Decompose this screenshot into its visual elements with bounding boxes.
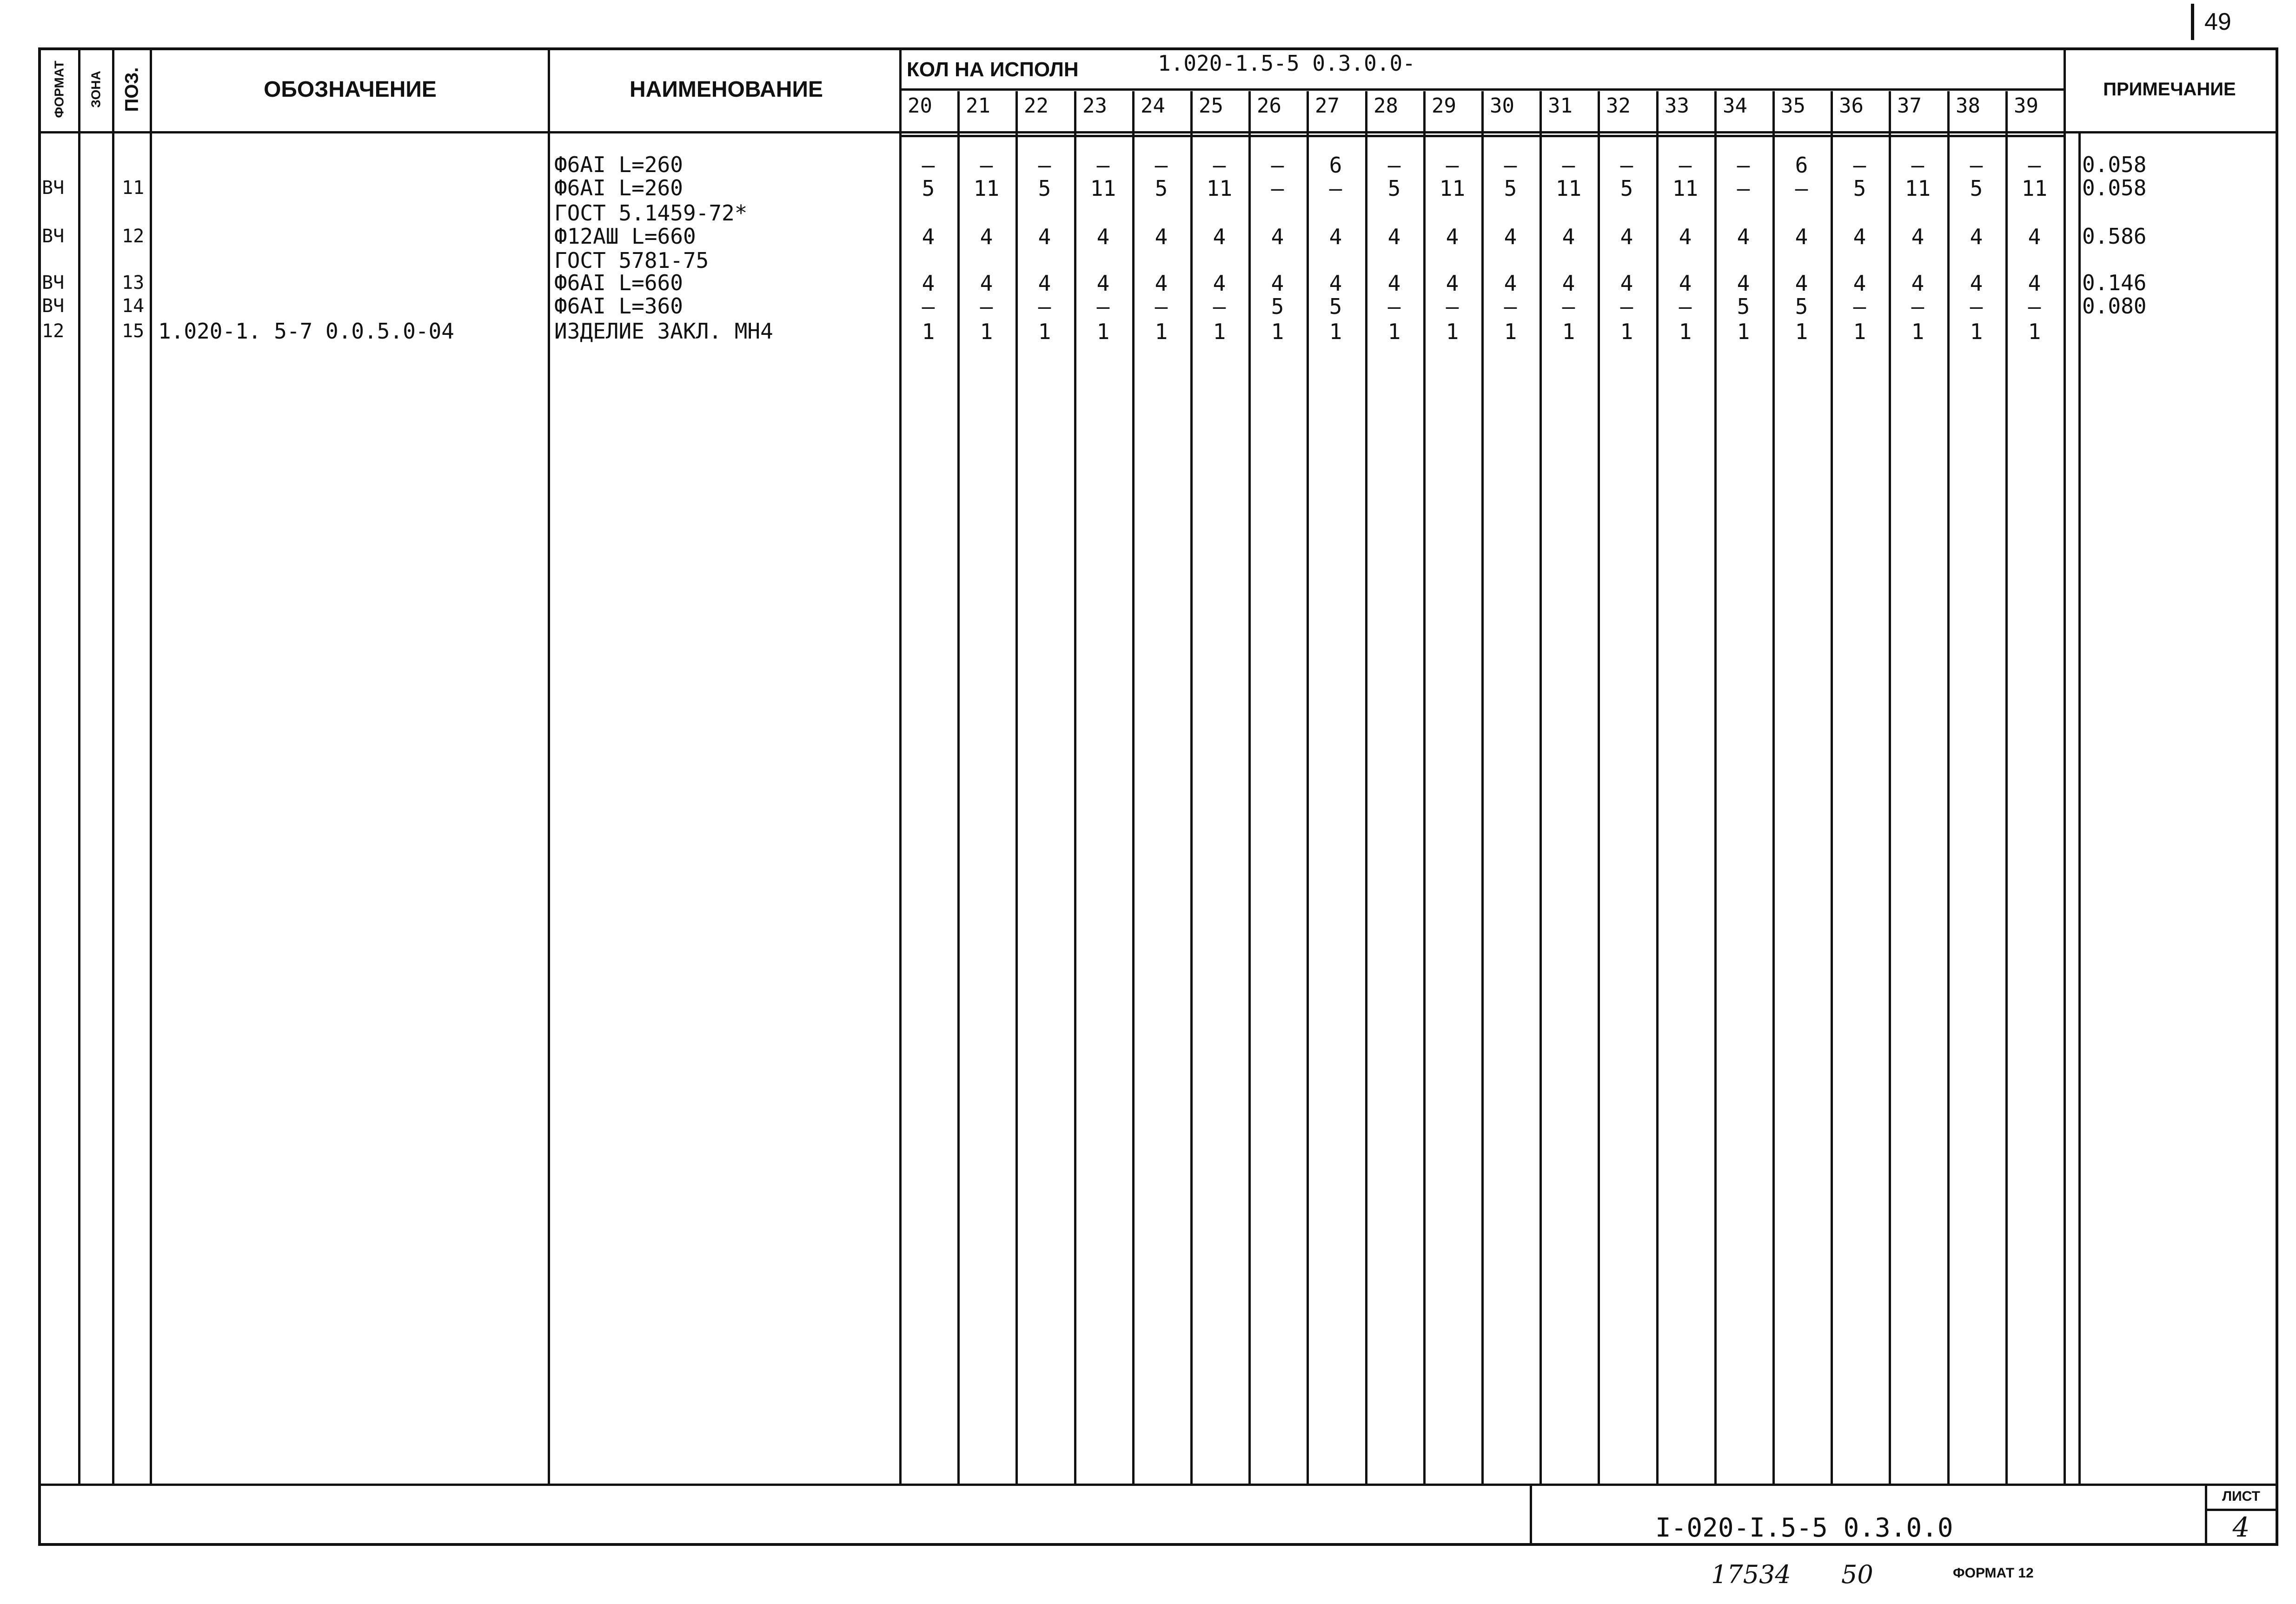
title-block-line	[38, 1484, 2278, 1486]
qty-cell: 4	[1038, 271, 1051, 296]
qty-cell: 4	[1679, 224, 1692, 249]
format-label: ФОРМАТ 12	[1953, 1565, 2034, 1581]
row-pos: 12	[122, 226, 145, 247]
variant-header-26: 26	[1257, 94, 1281, 118]
qty-cell: –	[1096, 294, 1110, 319]
qty-cell: 1	[1679, 319, 1692, 344]
qty-cell: –	[1911, 153, 1924, 178]
row-pos: 13	[122, 272, 145, 293]
qty-cell: 5	[1329, 294, 1342, 319]
qty-cell: 4	[1970, 224, 1983, 249]
qty-cell: 11	[1439, 176, 1466, 201]
qty-cell: 11	[1555, 176, 1582, 201]
qty-cell: –	[1038, 153, 1051, 178]
header-pos: ПОЗ.	[121, 67, 142, 112]
qty-cell: 5	[1504, 176, 1517, 201]
qty-cell: 1	[922, 319, 935, 344]
qty-cell: 4	[980, 271, 993, 296]
qty-cell: 1	[1446, 319, 1459, 344]
qty-cell: –	[1504, 153, 1517, 178]
qty-cell: –	[922, 294, 935, 319]
qty-cell: 1	[1853, 319, 1866, 344]
qty-cell: 4	[1213, 271, 1226, 296]
qty-cell: 4	[1271, 224, 1284, 249]
qty-cell: 4	[1853, 271, 1866, 296]
qty-cell: –	[1737, 176, 1750, 201]
row-name: Ф6AI L=260	[554, 152, 683, 177]
header-note: ПРИМЕЧАНИЕ	[2103, 79, 2236, 100]
qty-cell: 1	[1038, 319, 1051, 344]
row-format: 12	[42, 320, 65, 342]
qty-cell: –	[1271, 153, 1284, 178]
variant-header-32: 32	[1606, 94, 1631, 118]
row-name: Ф6AI L=360	[554, 293, 683, 319]
column-line	[112, 47, 114, 1484]
note-column-line	[2064, 47, 2066, 1484]
qty-cell: –	[1795, 176, 1808, 201]
variant-header-33: 33	[1665, 94, 1689, 118]
qty-cell: –	[1446, 294, 1459, 319]
qty-cell: 4	[1504, 224, 1517, 249]
qty-cell: –	[1970, 294, 1983, 319]
qty-cell: 4	[980, 224, 993, 249]
row-name: Ф12АШ L=660	[554, 224, 696, 249]
qty-cell: –	[1213, 294, 1226, 319]
qty-cell: 4	[2028, 224, 2041, 249]
qty-cell: 4	[1620, 224, 1633, 249]
sheet-number: 49	[2191, 4, 2274, 40]
qty-cell: –	[1679, 153, 1692, 178]
qty-cell: –	[2028, 294, 2041, 319]
row-format: ВЧ	[42, 177, 65, 199]
variant-header-31: 31	[1548, 94, 1573, 118]
variant-header-35: 35	[1781, 94, 1805, 118]
qty-cell: 4	[1737, 224, 1750, 249]
qty-cell: 4	[1562, 271, 1575, 296]
qty-cell: 5	[922, 176, 935, 201]
sheet-value: 4	[2232, 1511, 2250, 1543]
row-format: ВЧ	[42, 295, 65, 317]
sheet-box-line	[2205, 1509, 2278, 1511]
qty-cell: –	[1679, 294, 1692, 319]
qty-cell: 4	[1446, 271, 1459, 296]
qty-cell: 5	[1795, 294, 1808, 319]
header-format: ФОРМАТ	[52, 60, 66, 118]
qty-cell: 4	[1329, 271, 1342, 296]
qty-cell: 4	[1911, 224, 1924, 249]
qty-cell: 5	[1620, 176, 1633, 201]
qty-cell: 1	[1155, 319, 1168, 344]
qty-cell: 11	[1904, 176, 1931, 201]
row-note: 0.586	[2082, 224, 2147, 249]
qty-cell: 1	[1970, 319, 1983, 344]
qty-cell: 1	[1562, 319, 1575, 344]
variant-header-38: 38	[1956, 94, 1980, 118]
qty-cell: 1	[1387, 319, 1401, 344]
qty-cell: 4	[1155, 271, 1168, 296]
note-inner-line	[2078, 131, 2081, 1484]
row-format: ВЧ	[42, 272, 65, 293]
qty-cell: –	[1970, 153, 1983, 178]
variant-header-30: 30	[1490, 94, 1514, 118]
header-designation: ОБОЗНАЧЕНИЕ	[264, 77, 437, 102]
variant-header-23: 23	[1082, 94, 1107, 118]
qty-cell: 4	[1795, 224, 1808, 249]
qty-cell: 4	[1562, 224, 1575, 249]
qty-cell: 11	[973, 176, 1000, 201]
title-block-divider	[1530, 1484, 1532, 1546]
variant-header-27: 27	[1315, 94, 1340, 118]
variant-header-24: 24	[1141, 94, 1165, 118]
qty-cell: 4	[1911, 271, 1924, 296]
qty-cell: 4	[1620, 271, 1633, 296]
qty-cell: 1	[1620, 319, 1633, 344]
qty-cell: 5	[1737, 294, 1750, 319]
column-line	[548, 47, 550, 1484]
qty-cell: 5	[1387, 176, 1401, 201]
doc-code: I-020-I.5-5 0.3.0.0	[1655, 1513, 1953, 1543]
qty-cell: –	[1446, 153, 1459, 178]
qty-cell: –	[1155, 294, 1168, 319]
qty-cell: 4	[1795, 271, 1808, 296]
row-pos: 11	[122, 177, 145, 199]
qty-cell: 11	[1206, 176, 1233, 201]
variant-header-29: 29	[1432, 94, 1456, 118]
qty-cell: 1	[1213, 319, 1226, 344]
qty-cell: 4	[1155, 224, 1168, 249]
header-qty-title: КОЛ НА ИСПОЛН	[907, 58, 1079, 81]
row-name: ГОСТ 5.1459-72*	[554, 200, 748, 226]
qty-cell: –	[1271, 176, 1284, 201]
qty-cell: 4	[1504, 271, 1517, 296]
variant-header-34: 34	[1723, 94, 1747, 118]
qty-cell: –	[1562, 153, 1575, 178]
qty-header-line	[899, 88, 2064, 91]
qty-cell: 1	[980, 319, 993, 344]
qty-cell: –	[2028, 153, 2041, 178]
qty-cell: 4	[1213, 224, 1226, 249]
row-designation: 1.020-1. 5-7 0.0.5.0-04	[158, 319, 454, 344]
header-bottom-line-2	[899, 135, 2064, 137]
qty-cell: 4	[2028, 271, 2041, 296]
qty-cell: –	[980, 153, 993, 178]
variant-header-28: 28	[1374, 94, 1398, 118]
qty-cell: 1	[1795, 319, 1808, 344]
qty-cell: –	[1329, 176, 1342, 201]
column-line	[78, 47, 80, 1484]
variant-header-36: 36	[1839, 94, 1864, 118]
row-note: 0.058	[2082, 152, 2147, 177]
row-note: 0.146	[2082, 270, 2147, 295]
row-name: ИЗДЕЛИЕ ЗАКЛ. МН4	[554, 319, 773, 344]
qty-cell: 5	[1853, 176, 1866, 201]
qty-cell: 11	[1672, 176, 1699, 201]
qty-cell: 4	[1271, 271, 1284, 296]
qty-cell: 1	[1737, 319, 1750, 344]
qty-cell: –	[1387, 153, 1401, 178]
sheet-label: ЛИСТ	[2222, 1489, 2260, 1504]
qty-cell: 5	[1271, 294, 1284, 319]
qty-cell: 4	[1853, 224, 1866, 249]
row-format: ВЧ	[42, 226, 65, 247]
qty-cell: –	[1038, 294, 1051, 319]
qty-cell: 1	[2028, 319, 2041, 344]
qty-cell: 4	[1329, 224, 1342, 249]
qty-cell: 1	[1329, 319, 1342, 344]
qty-cell: 5	[1970, 176, 1983, 201]
variant-header-37: 37	[1897, 94, 1922, 118]
variant-header-21: 21	[966, 94, 990, 118]
qty-cell: –	[1387, 294, 1401, 319]
variant-header-20: 20	[908, 94, 932, 118]
qty-cell: 6	[1329, 153, 1342, 178]
qty-cell: –	[1155, 153, 1168, 178]
header-bottom-line	[38, 131, 2278, 133]
qty-cell: –	[1620, 294, 1633, 319]
qty-cell: –	[980, 294, 993, 319]
qty-cell: –	[1504, 294, 1517, 319]
qty-cell: 4	[1446, 224, 1459, 249]
column-line	[150, 47, 152, 1484]
row-note: 0.080	[2082, 293, 2147, 319]
header-zone: ЗОНА	[89, 71, 103, 108]
row-name: Ф6AI L=660	[554, 270, 683, 295]
qty-cell: 1	[1096, 319, 1110, 344]
copy-number: 50	[1841, 1560, 1873, 1589]
qty-cell: –	[1911, 294, 1924, 319]
variant-header-25: 25	[1199, 94, 1223, 118]
qty-cell: –	[1853, 153, 1866, 178]
qty-cell: –	[1096, 153, 1110, 178]
qty-cell: 4	[1387, 271, 1401, 296]
header-name: НАИМЕНОВАНИЕ	[630, 77, 823, 102]
qty-cell: –	[922, 153, 935, 178]
column-line	[899, 47, 902, 1484]
row-name: Ф6AI L=260	[554, 175, 683, 200]
qty-cell: –	[1620, 153, 1633, 178]
qty-cell: –	[1562, 294, 1575, 319]
qty-cell: 4	[922, 271, 935, 296]
qty-cell: 5	[1038, 176, 1051, 201]
row-pos: 14	[122, 295, 145, 317]
qty-cell: 4	[1679, 271, 1692, 296]
variant-header-39: 39	[2014, 94, 2038, 118]
qty-cell: 4	[1970, 271, 1983, 296]
qty-cell: –	[1853, 294, 1866, 319]
inv-number: 17534	[1711, 1560, 1791, 1589]
qty-cell: 5	[1155, 176, 1168, 201]
variant-header-22: 22	[1024, 94, 1048, 118]
qty-cell: 4	[1038, 224, 1051, 249]
qty-cell: 6	[1795, 153, 1808, 178]
row-name: ГОСТ 5781-75	[554, 248, 709, 273]
qty-cell: 4	[1387, 224, 1401, 249]
row-pos: 15	[122, 320, 145, 342]
header-qty-doc: 1.020-1.5-5 0.3.0.0-	[1158, 51, 1415, 76]
row-note: 0.058	[2082, 175, 2147, 200]
qty-cell: 1	[1271, 319, 1284, 344]
qty-cell: 4	[922, 224, 935, 249]
qty-cell: 1	[1504, 319, 1517, 344]
qty-cell: 4	[1096, 224, 1110, 249]
qty-cell: 1	[1911, 319, 1924, 344]
qty-cell: 4	[1737, 271, 1750, 296]
qty-cell: 11	[2021, 176, 2048, 201]
qty-cell: –	[1213, 153, 1226, 178]
qty-cell: 4	[1096, 271, 1110, 296]
qty-cell: 11	[1090, 176, 1116, 201]
qty-cell: –	[1737, 153, 1750, 178]
